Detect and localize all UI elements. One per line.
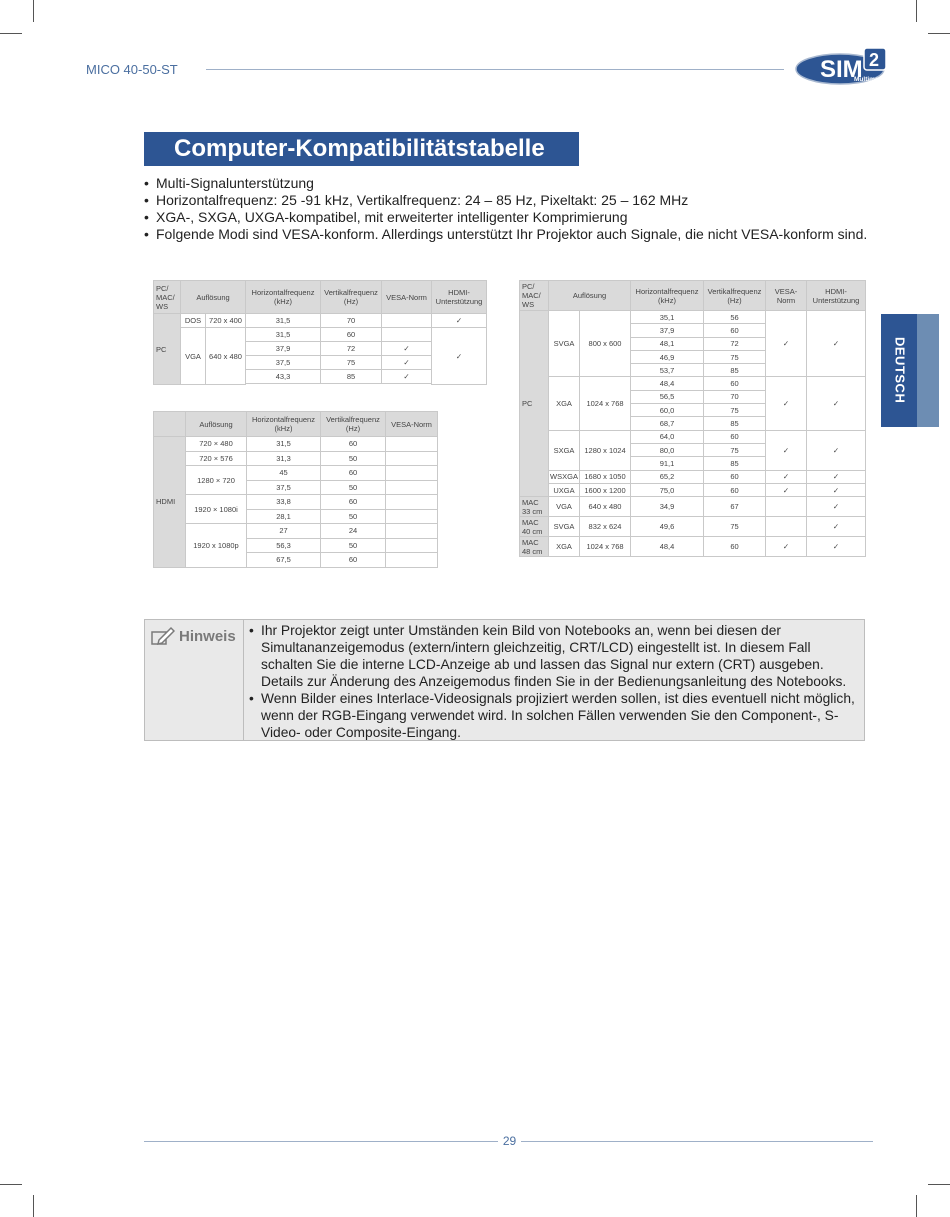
col-header: Horizontalfrequenz (kHz) (631, 281, 704, 311)
vfreq-cell: 50 (321, 480, 386, 495)
vesa-cell (386, 437, 438, 452)
hfreq-cell: 37,5 (247, 480, 321, 495)
hfreq-cell: 60,0 (631, 404, 704, 417)
vesa-cell (386, 466, 438, 481)
hfreq-cell: 80,0 (631, 443, 704, 456)
resolution-cell: 1600 x 1200 (580, 483, 631, 496)
crop-mark (0, 1184, 22, 1185)
vfreq-cell: 60 (321, 553, 386, 568)
resolution-cell: 1280 × 720 (186, 466, 247, 495)
vesa-check-icon: ✓ (766, 311, 807, 377)
vfreq-cell: 60 (704, 470, 766, 483)
mode-cell: XGA (549, 377, 580, 430)
vesa-cell (766, 497, 807, 517)
hdmi-check-icon: ✓ (807, 430, 866, 470)
vfreq-cell: 72 (704, 337, 766, 350)
vfreq-cell: 70 (704, 390, 766, 403)
page-title: Computer-Kompatibilitätstabelle (144, 132, 579, 166)
feature-item: • Multi-Signalunterstützung (144, 175, 867, 192)
hfreq-cell: 34,9 (631, 497, 704, 517)
group-cell: PC (154, 314, 181, 385)
footer-rule (144, 1141, 498, 1142)
vfreq-cell: 24 (321, 524, 386, 539)
vesa-cell (386, 451, 438, 466)
vesa-check-icon: ✓ (766, 537, 807, 557)
vesa-cell (386, 524, 438, 539)
resolution-cell: 720 × 576 (186, 451, 247, 466)
col-header: Auflösung (549, 281, 631, 311)
resolution-cell: 1920 x 1080p (186, 524, 247, 568)
mode-cell: DOS (181, 314, 206, 328)
note-divider (243, 620, 244, 740)
vesa-check-icon: ✓ (382, 342, 432, 356)
crop-mark (916, 0, 917, 22)
sim2-logo (794, 44, 890, 86)
logo-superscript: 2 (869, 50, 880, 70)
hfreq-cell: 31,5 (247, 437, 321, 452)
hdmi-check-icon: ✓ (807, 537, 866, 557)
feature-item: • Horizontalfrequenz: 25 -91 kHz, Vertikalfrequenz: 24 – 85 Hz, Pixeltakt: 25 – 162 MHz (144, 192, 867, 209)
hfreq-cell: 28,1 (247, 509, 321, 524)
group-cell: MAC 48 cm (520, 537, 549, 557)
resolution-cell: 640 x 480 (580, 497, 631, 517)
col-header: Vertikalfrequenz (Hz) (321, 412, 386, 437)
col-header: Vertikalfrequenz (Hz) (704, 281, 766, 311)
col-header: PC/ MAC/ WS (154, 281, 181, 314)
resolution-cell: 1024 x 768 (580, 537, 631, 557)
hfreq-cell: 37,5 (246, 356, 321, 370)
crop-mark (928, 1184, 950, 1185)
vesa-check-icon: ✓ (766, 430, 807, 470)
vesa-cell (386, 495, 438, 510)
vfreq-cell: 75 (704, 404, 766, 417)
feature-item: • XGA-, SXGA, UXGA-kompatibel, mit erweiterter intelligenter Komprimierung (144, 209, 867, 226)
vfreq-cell: 75 (321, 356, 382, 370)
vfreq-cell: 56 (704, 311, 766, 324)
crop-mark (0, 33, 22, 34)
vesa-check-icon: ✓ (766, 470, 807, 483)
vesa-cell (766, 517, 807, 537)
mode-cell: WSXGA (549, 470, 580, 483)
hfreq-cell: 91,1 (631, 457, 704, 470)
vfreq-cell: 75 (704, 350, 766, 363)
col-header: Auflösung (186, 412, 247, 437)
col-header: HDMI-Unterstützung (432, 281, 487, 314)
col-header: Auflösung (181, 281, 246, 314)
vesa-check-icon: ✓ (382, 356, 432, 370)
vfreq-cell: 75 (704, 517, 766, 537)
col-header: Horizontalfrequenz (kHz) (247, 412, 321, 437)
hfreq-cell: 31,5 (246, 314, 321, 328)
hfreq-cell: 35,1 (631, 311, 704, 324)
vfreq-cell: 60 (704, 537, 766, 557)
mode-cell: VGA (181, 328, 206, 385)
mode-cell: SXGA (549, 430, 580, 470)
hfreq-cell: 56,5 (631, 390, 704, 403)
vfreq-cell: 85 (704, 457, 766, 470)
hfreq-cell: 48,4 (631, 377, 704, 390)
vfreq-cell: 60 (704, 430, 766, 443)
logo-subtext: Multimedia (854, 76, 888, 83)
note-item: • Wenn Bilder eines Interlace-Videosignals projiziert werden sollen, ist dies eventuell nicht möglich, wenn der RGB-Eingang verwendet wird. In solchen Fällen verwenden Sie den Component-, S-Video- oder Composite-Eingang. (249, 690, 861, 741)
mode-cell: XGA (549, 537, 580, 557)
hfreq-cell: 37,9 (246, 342, 321, 356)
hdmi-check-icon: ✓ (807, 470, 866, 483)
col-header: PC/ MAC/ WS (520, 281, 549, 311)
vesa-cell (386, 553, 438, 568)
vfreq-cell: 60 (704, 377, 766, 390)
vesa-check-icon: ✓ (382, 370, 432, 384)
language-tab-accent (917, 314, 939, 427)
vfreq-cell: 60 (321, 495, 386, 510)
vesa-cell (386, 480, 438, 495)
vfreq-cell: 60 (321, 328, 382, 342)
col-header: Vertikalfrequenz (Hz) (321, 281, 382, 314)
vesa-cell (386, 538, 438, 553)
group-cell: PC (520, 311, 549, 497)
note-label-text: Hinweis (179, 627, 236, 645)
resolution-cell: 800 x 600 (580, 311, 631, 377)
resolution-cell: 832 x 624 (580, 517, 631, 537)
pencil-note-icon (151, 626, 175, 646)
col-header: VESA-Norm (766, 281, 807, 311)
hdmi-check-icon: ✓ (432, 314, 487, 328)
hfreq-cell: 27 (247, 524, 321, 539)
language-tab-label: DEUTSCH (892, 337, 908, 404)
hdmi-check-icon: ✓ (807, 483, 866, 496)
group-cell: MAC 33 cm (520, 497, 549, 517)
crop-mark (916, 1195, 917, 1217)
logo-text: SIM (820, 56, 863, 83)
hfreq-cell: 56,3 (247, 538, 321, 553)
footer-rule (521, 1141, 873, 1142)
vfreq-cell: 70 (321, 314, 382, 328)
page-number: 29 (502, 1134, 517, 1148)
resolution-cell: 1680 x 1050 (580, 470, 631, 483)
hfreq-cell: 67,5 (247, 553, 321, 568)
model-name: MICO 40-50-ST (86, 62, 178, 77)
col-header-blank (154, 412, 186, 437)
mode-cell: UXGA (549, 483, 580, 496)
vesa-cell (386, 509, 438, 524)
hfreq-cell: 46,9 (631, 350, 704, 363)
note-item: • Ihr Projektor zeigt unter Umständen kein Bild von Notebooks an, wenn bei diesen der Simultananzeigemodus (extern/intern gleichzeitig, CRT/LCD) eingestellt ist. In diesem Fall schalten Sie die interne LCD-Anzeige ab und lassen das Signal nur extern (CRT) ausgeben. Details zur Änderung des Anzeigemodus finden Sie in der Bedienungsanleitung des Notebooks. (249, 622, 861, 690)
feature-list (144, 175, 867, 243)
hdmi-check-icon: ✓ (432, 328, 487, 385)
vfreq-cell: 85 (704, 417, 766, 430)
resolution-cell: 1920 × 1080i (186, 495, 247, 524)
mode-cell: VGA (549, 497, 580, 517)
hdmi-check-icon: ✓ (807, 517, 866, 537)
hfreq-cell: 37,9 (631, 324, 704, 337)
group-cell: MAC 40 cm (520, 517, 549, 537)
vesa-cell (382, 328, 432, 342)
hdmi-check-icon: ✓ (807, 377, 866, 430)
vfreq-cell: 85 (704, 364, 766, 377)
vfreq-cell: 60 (321, 466, 386, 481)
hdmi-check-icon: ✓ (807, 311, 866, 377)
vesa-check-icon: ✓ (766, 377, 807, 430)
vfreq-cell: 60 (321, 437, 386, 452)
resolution-cell: 1280 x 1024 (580, 430, 631, 470)
col-header: Horizontalfrequenz (kHz) (246, 281, 321, 314)
crop-mark (33, 1195, 34, 1217)
hfreq-cell: 65,2 (631, 470, 704, 483)
resolution-cell: 1024 x 768 (580, 377, 631, 430)
resolution-cell: 640 x 480 (206, 328, 246, 385)
mode-cell: SVGA (549, 311, 580, 377)
col-header: VESA-Norm (382, 281, 432, 314)
hfreq-cell: 43,3 (246, 370, 321, 384)
vesa-check-icon: ✓ (766, 483, 807, 496)
vesa-cell (382, 314, 432, 328)
hdmi-check-icon: ✓ (807, 497, 866, 517)
vfreq-cell: 67 (704, 497, 766, 517)
crop-mark (928, 33, 950, 34)
crop-mark (33, 0, 34, 22)
hfreq-cell: 68,7 (631, 417, 704, 430)
col-header: VESA-Norm (386, 412, 438, 437)
note-box (144, 619, 865, 741)
hfreq-cell: 48,1 (631, 337, 704, 350)
hfreq-cell: 48,4 (631, 537, 704, 557)
hfreq-cell: 33,8 (247, 495, 321, 510)
vfreq-cell: 75 (704, 443, 766, 456)
mode-cell: SVGA (549, 517, 580, 537)
feature-item: • Folgende Modi sind VESA-konform. Allerdings unterstützt Ihr Projektor auch Signale, die nicht VESA-konform sind. (144, 226, 867, 243)
hfreq-cell: 49,6 (631, 517, 704, 537)
vfreq-cell: 85 (321, 370, 382, 384)
vfreq-cell: 50 (321, 509, 386, 524)
note-list (249, 622, 861, 741)
pc-mac-compat-table (519, 280, 866, 557)
resolution-cell: 720 x 400 (206, 314, 246, 328)
group-cell: HDMI (154, 437, 186, 568)
vfreq-cell: 60 (704, 483, 766, 496)
hfreq-cell: 75,0 (631, 483, 704, 496)
hfreq-cell: 45 (247, 466, 321, 481)
resolution-cell: 720 × 480 (186, 437, 247, 452)
vfreq-cell: 50 (321, 451, 386, 466)
hfreq-cell: 31,5 (246, 328, 321, 342)
col-header: HDMI-Unterstützung (807, 281, 866, 311)
note-label (151, 626, 236, 646)
vfreq-cell: 72 (321, 342, 382, 356)
header-rule (206, 69, 784, 70)
vfreq-cell: 50 (321, 538, 386, 553)
vfreq-cell: 60 (704, 324, 766, 337)
hdmi-compat-table (153, 411, 438, 568)
pc-compat-table (153, 280, 487, 385)
hfreq-cell: 64,0 (631, 430, 704, 443)
hfreq-cell: 53,7 (631, 364, 704, 377)
hfreq-cell: 31,3 (247, 451, 321, 466)
